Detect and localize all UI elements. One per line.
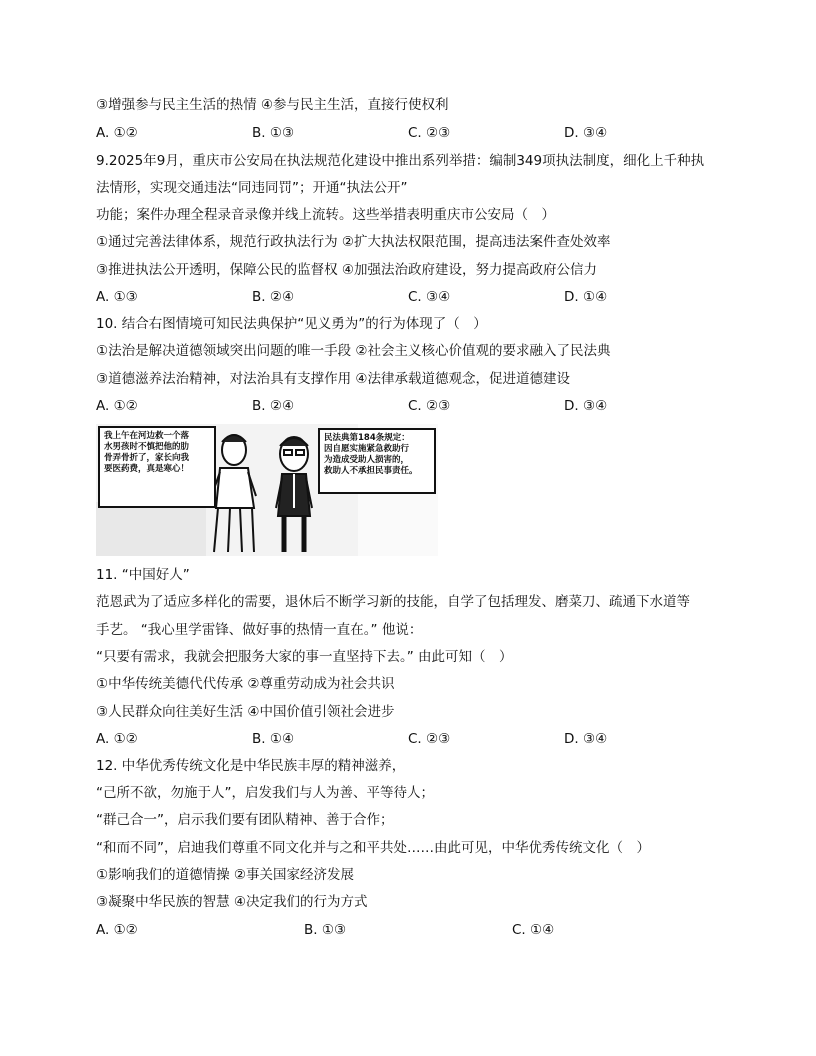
q10-cartoon xyxy=(96,424,438,556)
option-d[interactable]: D. ③④ xyxy=(564,125,608,141)
q9-options xyxy=(96,288,736,306)
q11-stem-3: 手艺。 “我心里学雷锋、做好事的热情一直在。” 他说： xyxy=(96,622,423,638)
q8-options xyxy=(96,124,736,142)
cartoon-ground-left xyxy=(96,502,206,556)
law-speech-bubble: 民法典第184条规定： 因自愿实施紧急救助行 为造成受助人损害的， 救助人不承担民事责任。 xyxy=(318,428,436,494)
q11-stem-1: 11. “中国好人” xyxy=(96,567,190,583)
q10-statement-1: ①法治是解决道德领域突出问题的唯一手段 ②社会主义核心价值观的要求融入了民法典 xyxy=(96,343,611,359)
q10-options xyxy=(96,397,736,415)
option-a[interactable]: A. ①② xyxy=(96,731,138,747)
q12-statement-2: ③凝聚中华民族的智慧 ④决定我们的行为方式 xyxy=(96,894,368,910)
q12-options xyxy=(96,921,736,939)
q8-statement-3: ③增强参与民主生活的热情 ④参与民主生活，直接行使权利 xyxy=(96,97,449,113)
option-a[interactable]: A. ①② xyxy=(96,922,138,938)
option-b[interactable]: B. ②④ xyxy=(252,289,295,305)
q11-stem-4: “只要有需求，我就会把服务大家的事一直坚持下去。” 由此可知（ ） xyxy=(96,649,513,665)
option-b[interactable]: B. ②④ xyxy=(252,398,295,414)
q9-stem-3: 功能；案件办理全程录音录像并线上流转。这些举措表明重庆市公安局（ ） xyxy=(96,207,555,223)
q11-statement-1: ①中华传统美德代代传承 ②尊重劳动成为社会共识 xyxy=(96,676,395,692)
q11-stem-2: 范恩武为了适应多样化的需要，退休后不断学习新的技能，自学了包括理发、磨菜刀、疏通下水道等 xyxy=(96,594,690,610)
option-c[interactable]: C. ③④ xyxy=(408,289,451,305)
q10-statement-2: ③道德滋养法治精神，对法治具有支撑作用 ④法律承载道德观念，促进道德建设 xyxy=(96,371,570,387)
q9-statement-2: ③推进执法公开透明，保障公民的监督权 ④加强法治政府建设，努力提高政府公信力 xyxy=(96,262,597,278)
option-b[interactable]: B. ①③ xyxy=(252,125,295,141)
option-d[interactable]: D. ③④ xyxy=(564,731,608,747)
option-b[interactable]: B. ①④ xyxy=(252,731,295,747)
option-c[interactable]: C. ①④ xyxy=(512,922,555,938)
option-c[interactable]: C. ②③ xyxy=(408,398,451,414)
q11-statement-2: ③人民群众向往美好生活 ④中国价值引领社会进步 xyxy=(96,704,395,720)
q12-stem-3: “群己合一”，启示我们要有团队精神、善于合作； xyxy=(96,812,394,828)
q12-stem-4: “和而不同”，启迪我们尊重不同文化并与之和平共处……由此可见，中华优秀传统文化（ ） xyxy=(96,840,650,856)
option-a[interactable]: A. ①③ xyxy=(96,289,138,305)
option-c[interactable]: C. ②③ xyxy=(408,731,451,747)
q10-stem: 10. 结合右图情境可知民法典保护“见义勇为”的行为体现了（ ） xyxy=(96,316,487,332)
option-a[interactable]: A. ①② xyxy=(96,398,138,414)
option-d[interactable]: D. ③④ xyxy=(564,398,608,414)
q9-statement-1: ①通过完善法律体系，规范行政执法行为 ②扩大执法权限范围，提高违法案件查处效率 xyxy=(96,234,611,250)
option-a[interactable]: A. ①② xyxy=(96,125,138,141)
q9-stem-2: 法情形，实现交通违法“同违同罚”；开通“执法公开” xyxy=(96,180,408,196)
option-b[interactable]: B. ①③ xyxy=(304,922,347,938)
option-c[interactable]: C. ②③ xyxy=(408,125,451,141)
q12-stem-1: 12. 中华优秀传统文化是中华民族丰厚的精神滋养， xyxy=(96,758,406,774)
q12-statement-1: ①影响我们的道德情操 ②事关国家经济发展 xyxy=(96,867,354,883)
q12-stem-2: “己所不欲，勿施于人”，启发我们与人为善、平等待人； xyxy=(96,785,434,801)
q9-stem-1: 9.2025年9月，重庆市公安局在执法规范化建设中推出系列举措：编制349项执法制度，细化上千种执 xyxy=(96,153,705,169)
rescuer-speech-bubble: 我上午在河边救一个落 水男孩时不慎把他的肋 骨弄骨折了，家长向我 要医药费，真是寒心！ xyxy=(98,426,216,508)
option-d[interactable]: D. ①④ xyxy=(564,289,608,305)
q11-options xyxy=(96,730,736,748)
